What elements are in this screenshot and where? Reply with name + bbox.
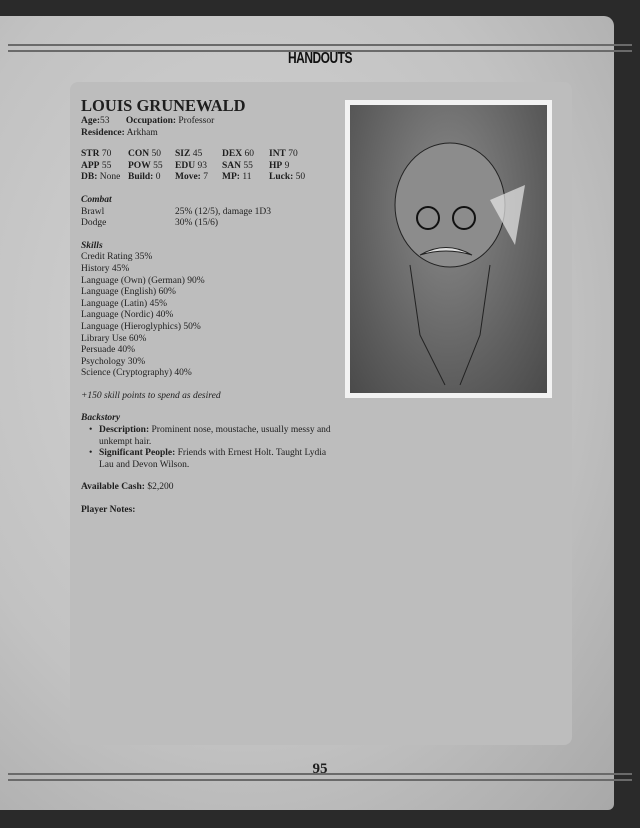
stat-value: 50 bbox=[151, 149, 161, 160]
skill-item: Language (Latin) 45% bbox=[81, 298, 167, 309]
stat-san bbox=[222, 161, 269, 173]
combat-row bbox=[81, 218, 341, 230]
stat-label: SAN bbox=[222, 160, 242, 171]
occupation-value: Professor bbox=[178, 116, 215, 126]
stat-con bbox=[128, 149, 175, 161]
section-header: HANDOUTS bbox=[288, 48, 352, 68]
stat-value: 55 bbox=[243, 160, 253, 171]
age-value: 53 bbox=[100, 116, 110, 126]
skill-item: Credit Rating 35% bbox=[81, 252, 153, 263]
stat-label: EDU bbox=[175, 160, 196, 171]
residence-line bbox=[81, 128, 341, 140]
cash-value: $2,200 bbox=[147, 482, 174, 493]
skill-item: Language (Own) (German) 90% bbox=[81, 275, 205, 286]
cash-line bbox=[81, 482, 341, 494]
combat-skill: Dodge bbox=[81, 218, 107, 229]
stat-value: 7 bbox=[203, 172, 208, 183]
stat-label: Luck: bbox=[269, 172, 294, 183]
combat-value: 25% (12/5), damage 1D3 bbox=[175, 206, 272, 217]
stat-label: HP bbox=[269, 160, 283, 171]
stat-int bbox=[269, 149, 316, 161]
stat-siz bbox=[175, 149, 222, 161]
portrait-image bbox=[350, 105, 547, 393]
stat-label: Build: bbox=[128, 172, 154, 183]
stat-label: APP bbox=[81, 160, 100, 171]
stat-str bbox=[81, 149, 128, 161]
stat-dex bbox=[222, 149, 269, 161]
stat-label: SIZ bbox=[175, 149, 191, 160]
stat-label: DB: bbox=[81, 172, 98, 183]
residence-label: Residence: bbox=[81, 127, 125, 138]
stat-label: DEX bbox=[222, 149, 243, 160]
skills-heading: Skills bbox=[81, 240, 103, 251]
stat-app bbox=[81, 161, 128, 173]
backstory-label: Description: bbox=[99, 425, 150, 436]
stat-value: 45 bbox=[192, 149, 203, 160]
occupation-label: Occupation: bbox=[125, 116, 177, 126]
cash-label: Available Cash: bbox=[81, 482, 145, 493]
player-notes bbox=[81, 505, 341, 517]
skill-item: Science (Cryptography) 40% bbox=[81, 368, 192, 379]
stat-label: CON bbox=[128, 149, 150, 160]
player-notes-label: Player Notes: bbox=[81, 505, 136, 516]
stat-db bbox=[81, 172, 128, 184]
residence-value: Arkham bbox=[126, 127, 158, 138]
stat-value: 0 bbox=[155, 172, 161, 183]
skill-item: Persuade 40% bbox=[81, 345, 136, 356]
backstory-item bbox=[93, 425, 341, 448]
skill-item: History 45% bbox=[81, 263, 130, 274]
stat-value: 55 bbox=[153, 160, 163, 171]
stat-luck bbox=[269, 172, 316, 184]
combat-skill: Brawl bbox=[81, 206, 105, 217]
backstory-text: Prominent nose, moustache, usually messy and unkempt hair. bbox=[99, 425, 331, 447]
backstory-heading: Backstory bbox=[81, 413, 121, 424]
age-occupation-line bbox=[81, 116, 341, 128]
stat-mp bbox=[222, 172, 269, 184]
skills-list bbox=[81, 252, 341, 380]
stats-grid bbox=[81, 149, 341, 184]
character-portrait bbox=[345, 100, 552, 398]
stat-move bbox=[175, 172, 222, 184]
character-sheet bbox=[81, 97, 341, 517]
stat-pow bbox=[128, 161, 175, 173]
character-name: LOUIS GRUNEWALD bbox=[81, 96, 246, 115]
combat-list bbox=[81, 207, 341, 230]
stat-label: POW bbox=[128, 160, 151, 171]
skill-item: Psychology 30% bbox=[81, 356, 146, 367]
skill-item: Language (English) 60% bbox=[81, 287, 176, 298]
page-number: 95 bbox=[312, 761, 328, 777]
portrait-sketch bbox=[350, 105, 547, 393]
stat-value: None bbox=[99, 172, 121, 183]
combat-heading: Combat bbox=[81, 194, 112, 205]
stat-label: MP: bbox=[222, 172, 240, 183]
stat-label: STR bbox=[81, 149, 100, 160]
stat-hp bbox=[269, 161, 316, 173]
skill-points-note: +150 skill points to spend as desired bbox=[81, 390, 221, 401]
skill-item: Language (Nordic) 40% bbox=[81, 310, 174, 321]
stat-value: 9 bbox=[284, 160, 290, 171]
stat-value: 93 bbox=[197, 160, 207, 171]
stat-edu bbox=[175, 161, 222, 173]
skill-item: Library Use 60% bbox=[81, 333, 147, 344]
stat-label: Move: bbox=[175, 172, 201, 183]
stat-value: 50 bbox=[295, 172, 306, 183]
stat-value: 60 bbox=[244, 149, 254, 160]
backstory-list bbox=[81, 425, 341, 471]
stat-value: 70 bbox=[288, 149, 298, 160]
stat-label: INT bbox=[269, 149, 286, 160]
combat-row bbox=[81, 207, 341, 219]
backstory-text: Friends with Ernest Holt. Taught Lydia Lau and Devon Wilson. bbox=[99, 448, 327, 470]
backstory-item bbox=[93, 448, 341, 471]
skill-item: Language (Hieroglyphics) 50% bbox=[81, 321, 201, 332]
stat-value: 55 bbox=[101, 160, 112, 171]
backstory-label: Significant People: bbox=[99, 448, 176, 459]
stat-value: 70 bbox=[101, 149, 112, 160]
stat-value: 11 bbox=[242, 172, 252, 183]
stat-build bbox=[128, 172, 175, 184]
combat-value: 30% (15/6) bbox=[175, 218, 219, 229]
age-label: Age: bbox=[81, 116, 100, 126]
